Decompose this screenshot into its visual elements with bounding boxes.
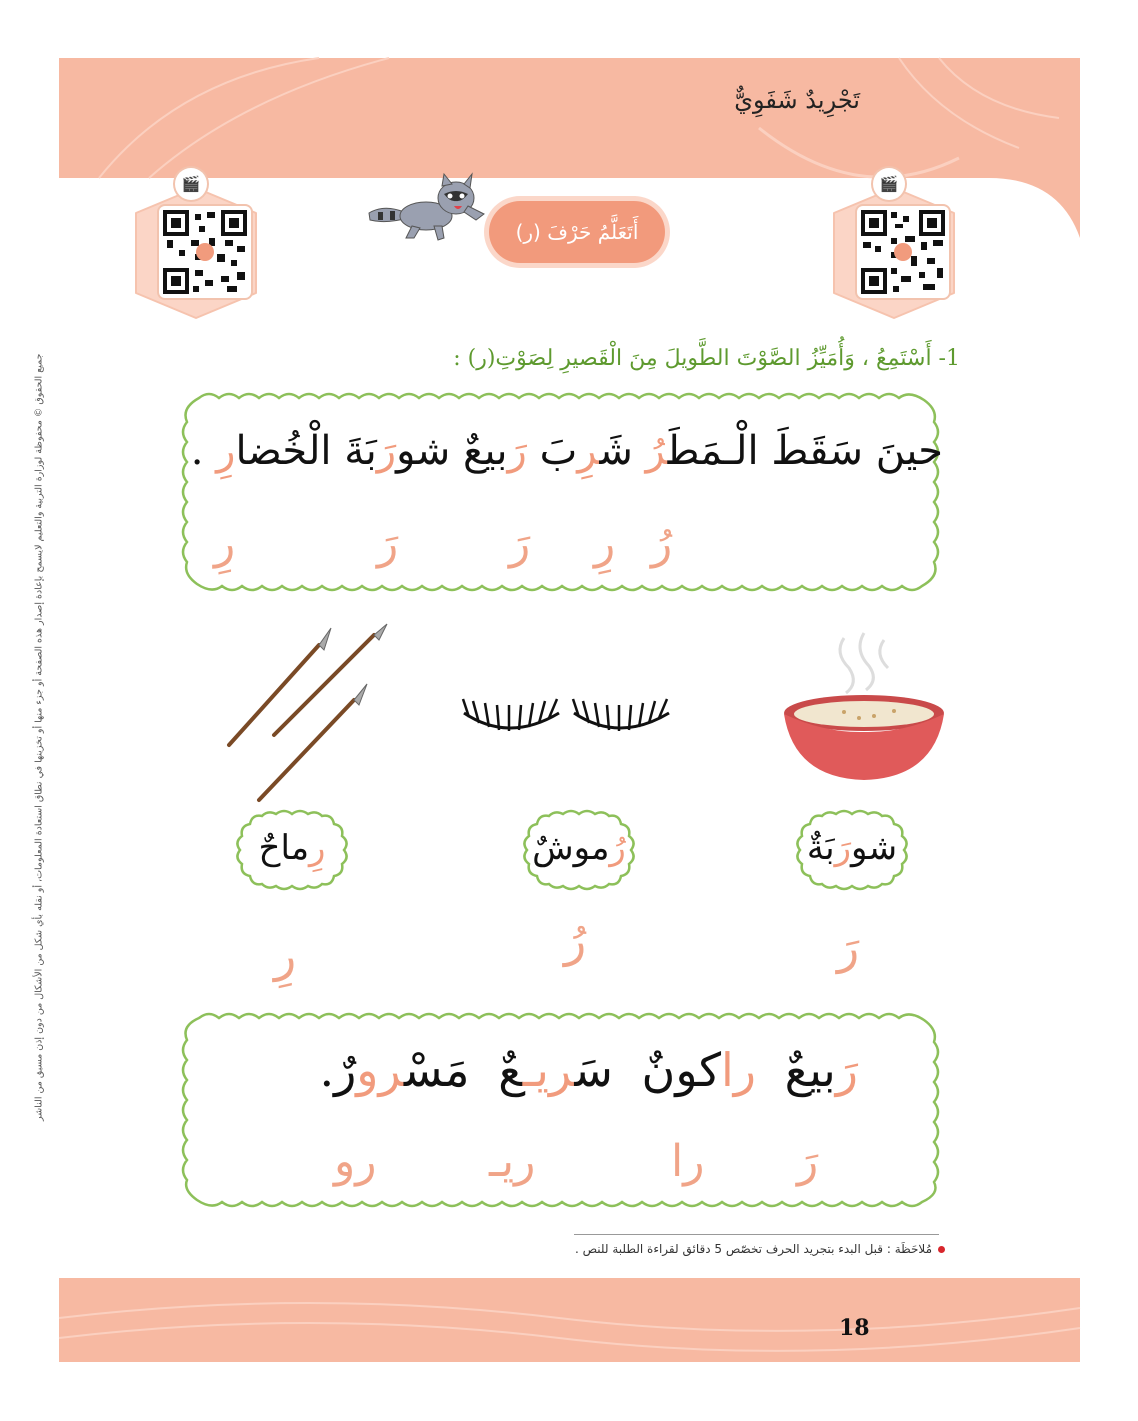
word: الْخُضارِ . bbox=[190, 428, 332, 474]
qr-code-card-right[interactable] bbox=[829, 168, 959, 318]
lesson-pill: أَتَعَلَّمُ حَرْفَ (ر) bbox=[489, 201, 665, 263]
harakah-mark: رَ bbox=[837, 920, 860, 974]
harakah-mark: رُ bbox=[564, 913, 587, 967]
harakah-mark: رِ bbox=[214, 518, 236, 569]
video-camera-icon: 🎬 bbox=[873, 168, 905, 200]
word: شورَبَةَ bbox=[344, 428, 451, 474]
raccoon-icon bbox=[364, 168, 489, 243]
qr-code-icon bbox=[857, 206, 949, 298]
word: سَقَطَ bbox=[771, 428, 864, 474]
qr-code-card-left[interactable] bbox=[131, 168, 261, 318]
harakah-mark: رَ bbox=[377, 518, 399, 569]
harakah-mark: رُ bbox=[651, 518, 673, 569]
harakah-mark: رَ bbox=[509, 518, 531, 569]
copyright-vertical: جميع الحقوق © محفوظة لوزارة التربية والتعليم لايسمح بإعادة إصدار هذه الصفحة أو جزء منها أو تخزينها في نطاق استعادة المعلومات، أو نقله بأي شكل من الأشكال من دون إذن مسبق من الناشر bbox=[33, 353, 45, 1122]
soup-bowl-icon bbox=[774, 628, 954, 788]
word: راكونٌ bbox=[641, 1043, 756, 1097]
spears-icon bbox=[219, 620, 389, 805]
sentence-2 bbox=[319, 1043, 858, 1097]
word-card-shorba: شورَبَةٌ bbox=[792, 810, 912, 900]
sentence-frame-2 bbox=[159, 1008, 984, 1208]
word: مَسْرورٌ. bbox=[319, 1043, 470, 1097]
qr-code-icon bbox=[159, 206, 251, 298]
word: الْـمَطَرُ bbox=[645, 428, 759, 474]
sentence-frame-1 bbox=[159, 388, 984, 598]
lesson-title: تَجْرِيدٌ شَفَوِيٌّ bbox=[734, 86, 860, 114]
footer-decor bbox=[59, 1278, 1080, 1362]
word-card-rumush: رُموشٌ bbox=[519, 810, 639, 900]
word: سَريـعٌ bbox=[498, 1043, 613, 1097]
word-card-rimah: رِماحٌ bbox=[232, 810, 352, 900]
harakah-mark: رِ bbox=[594, 518, 616, 569]
word: شَرِبَ bbox=[539, 428, 633, 474]
harakah-mark: را bbox=[671, 1136, 705, 1187]
video-camera-icon: 🎬 bbox=[175, 168, 207, 200]
exercise-title: 1- أَسْتَمِعُ ، وَأُمَيِّزُ الصَّوْتَ الطَّويلَ مِنَ الْقَصيرِ لِصَوْتِ(ر) : bbox=[453, 346, 960, 371]
sentence-1 bbox=[191, 428, 943, 474]
harakah-mark: رِ bbox=[274, 928, 297, 982]
note-divider bbox=[574, 1234, 939, 1235]
word: حينَ bbox=[875, 428, 943, 474]
bullet-icon bbox=[938, 1246, 945, 1253]
eyelashes-icon bbox=[459, 693, 674, 753]
page bbox=[33, 58, 1080, 1362]
word: رَبيعٌ bbox=[463, 428, 527, 474]
harakah-mark: رو bbox=[334, 1136, 377, 1187]
note: مُلاحَظَة : قبل البدء بتجريد الحرف تخصّص 5 دقائق لقراءة الطلبة للنص . bbox=[575, 1242, 945, 1256]
harakah-mark: ريـ bbox=[489, 1136, 536, 1187]
header-decor bbox=[59, 58, 1080, 178]
harakah-mark: رَ bbox=[797, 1136, 819, 1187]
word: رَبيعٌ bbox=[784, 1043, 858, 1097]
page-number: 18 bbox=[839, 1315, 870, 1341]
